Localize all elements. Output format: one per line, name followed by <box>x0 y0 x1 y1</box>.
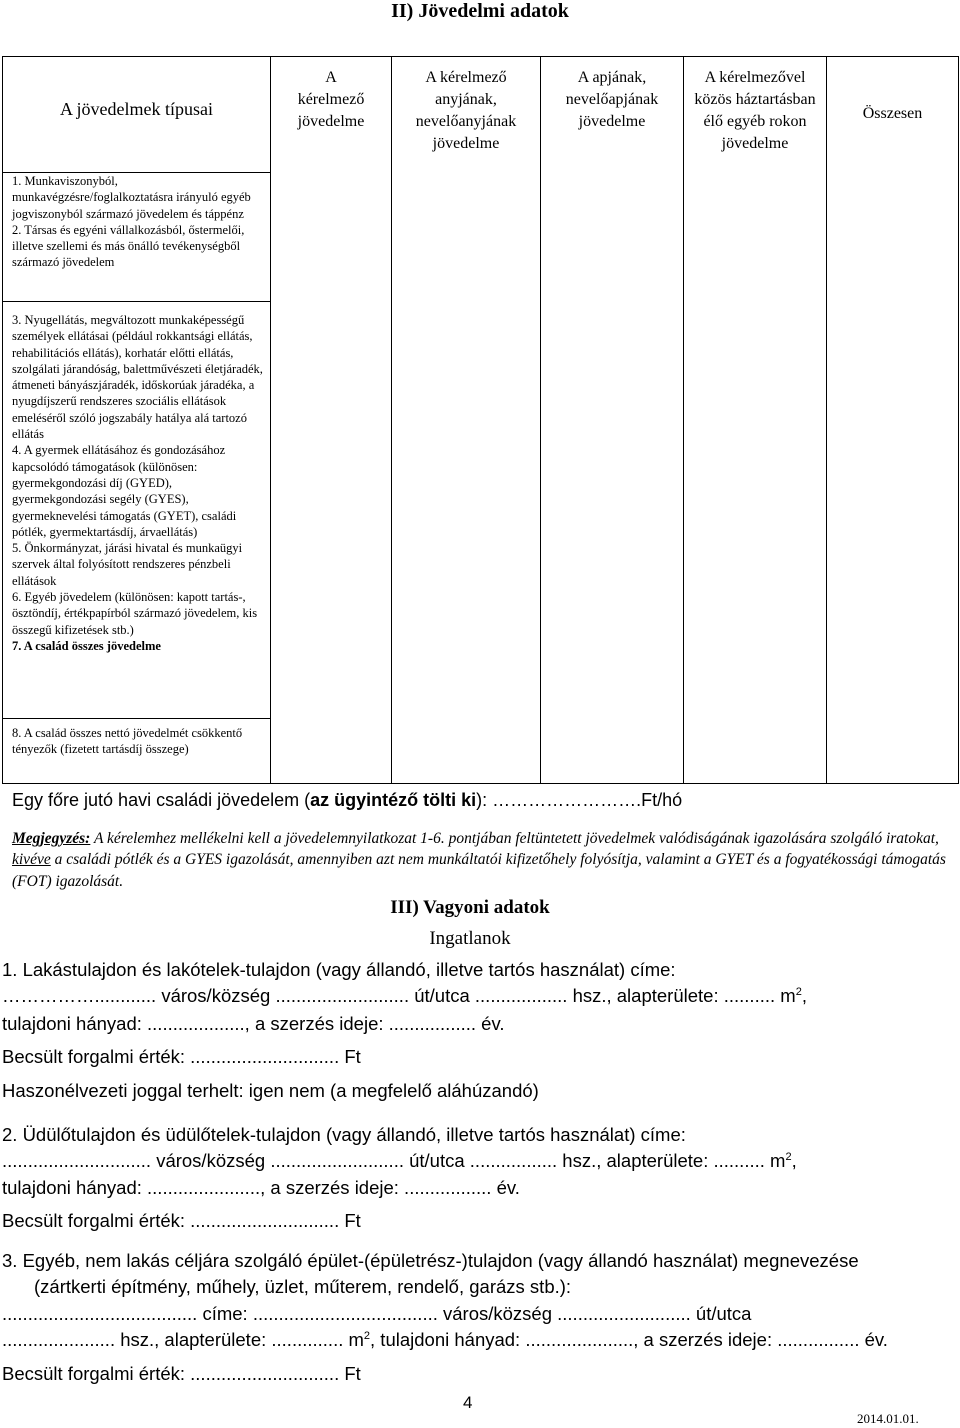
property-2-ownership: tulajdoni hányad: ......................, a szerzés ideje: ................. év. <box>2 1177 520 1198</box>
income-type-5: 5. Önkormányzat, járási hivatal és munkaügyi szervek által folyósított rendszeres pénzbeli ellátások <box>12 541 243 588</box>
property-3-area-text: ...................... hsz., alapterülete: .............. m <box>2 1329 364 1350</box>
income-table <box>2 56 959 784</box>
header-father <box>541 57 684 784</box>
section-title-assets: III) Vagyoni adatok <box>390 897 550 918</box>
property-1-address-end: , <box>801 985 807 1006</box>
property-1-ownership: tulajdoni hányad: ..................., a szerzés ideje: ................. év. <box>2 1013 505 1034</box>
income-type-4: 4. A gyermek ellátásához és gondozásához kapcsolódó támogatások (különösen: gyermekgondozási díj (GYED), gyermekgondozási segély (GYES), gyermeknevelési támogatás (GYET), családi pótlék, gyermektartásdíj, árvaellátás) <box>12 443 237 539</box>
income-type-8: 8. A család összes nettó jövedelmét csökkentő tényezők (fizetett tartásdíj összege) <box>12 726 243 757</box>
property-1-value: Becsült forgalmi érték: ............................. Ft <box>2 1046 361 1067</box>
property-2-address <box>2 1150 797 1172</box>
note-text-2: a családi pótlék és a GYES igazolását, amennyiben azt nem munkáltatói kifizetőhely folyósítja, valamint a GYET és a fogyatékossági támogatás (FOT) igazolását. <box>12 851 946 890</box>
header-other-relative <box>684 57 827 784</box>
property-1-title: 1. Lakástulajdon és lakótelek-tulajdon (vagy állandó, illetve tartós használat) címe: <box>2 959 676 980</box>
per-capita-bold: az ügyintéző tölti ki <box>310 790 477 810</box>
section-title: II) Jövedelmi adatok <box>391 0 569 22</box>
income-type-6: 6. Egyéb jövedelem (különösen: kapott tartás-, ösztöndíj, értékpapírból származó jövedelem, kis összegű kifizetések stb.) <box>12 590 258 637</box>
header-total <box>827 57 959 784</box>
property-3-area-sup: 2 <box>363 1329 371 1342</box>
property-2-address-end: , <box>791 1150 797 1171</box>
header-mother <box>392 57 541 784</box>
subsection-title-real-estate: Ingatlanok <box>429 928 511 949</box>
property-1-address-sup: 2 <box>795 985 802 998</box>
property-3-ownership-text: , tulajdoni hányad: ....................., a szerzés ideje: ................ év. <box>370 1329 888 1350</box>
income-type-1: 1. Munkaviszonyból, munkavégzésre/foglalkoztatásra irányuló egyéb jogviszonyból származó jövedelem és táppénz <box>12 174 251 221</box>
note-text-1: A kérelemhez mellékelni kell a jövedelemnyilatkozat 1-6. pontjában feltüntetett jövedelmek valódiságának igazolására szolgáló iratokat, <box>90 830 939 847</box>
income-type-2: 2. Társas és egyéni vállalkozásból, őstermelői, illetve szellemi és más önálló tevékenységből származó jövedelem <box>12 222 245 270</box>
header-father-text: A apjának, nevelőapjának jövedelme <box>565 69 659 130</box>
note-underlined: kivéve <box>12 851 51 869</box>
note-label: Megjegyzés: <box>12 830 91 847</box>
property-2-title: 2. Üdülőtulajdon és üdülőtelek-tulajdon (vagy állandó, illetve tartós használat) címe: <box>2 1124 686 1145</box>
property-1-usufruct: Haszonélvezeti joggal terhelt: igen nem (a megfelelő aláhúzandó) <box>2 1080 539 1101</box>
property-3-area-ownership <box>2 1329 888 1351</box>
page-number: 4 <box>463 1393 473 1412</box>
property-3-address: ...................................... címe: .................................... város/község .......................... út/utca <box>2 1303 752 1324</box>
table-header-row <box>3 57 959 173</box>
header-other-relative-text: A kérelmezővel közös háztartásban élő egyéb rokon jövedelme <box>694 69 816 152</box>
note-paragraph <box>12 828 952 892</box>
income-type-7-text: 7. A család összes jövedelme <box>12 638 161 653</box>
per-capita-prefix: Egy főre jutó havi családi jövedelem ( <box>12 790 311 810</box>
property-2-value: Becsült forgalmi érték: ............................. Ft <box>2 1210 361 1231</box>
header-mother-text: A kérelmező anyjának, nevelőanyjának jövedelme <box>415 69 517 152</box>
document-date: 2014.01.01. <box>857 1411 919 1426</box>
income-type-3: 3. Nyugellátás, megváltozott munkaképességű személyek ellátásai (például rokkantsági ellátás, rehabilitációs ellátás), korhatár előtti ellátás, szolgálati járandóság, balettművészeti életjáradék, átmeneti bányászjáradék, időskorúak járadéka, a nyugdíjszerű rendszeres szociális ellátások emeléséről szóló jogszabály hatálya alá tartozó ellátás <box>12 313 263 442</box>
income-type-7 <box>12 638 267 654</box>
property-3-title-cont: (zártkerti építmény, műhely, üzlet, műterem, rendelő, garázs stb.): <box>34 1276 572 1297</box>
income-type-cell-1-2 <box>3 173 271 302</box>
income-type-cell-8 <box>3 719 271 784</box>
per-capita-suffix: ): …………………….Ft/hó <box>476 790 683 810</box>
property-1-address-text: ……………............ város/község .......................... út/utca .................. hsz., alapterülete: .......... m <box>2 985 796 1006</box>
header-income-types: A jövedelmek típusai <box>3 57 271 173</box>
property-3-value: Becsült forgalmi érték: ............................. Ft <box>2 1363 361 1384</box>
per-capita-income-line <box>12 790 682 811</box>
header-applicant-text: A kérelmező jövedelme <box>297 69 365 130</box>
header-applicant <box>271 57 392 784</box>
header-total-text: Összesen <box>862 105 923 122</box>
property-2-address-sup: 2 <box>785 1150 792 1163</box>
income-type-cell-3-7 <box>3 302 271 719</box>
property-1-address <box>2 985 807 1007</box>
property-3-title: 3. Egyéb, nem lakás céljára szolgáló épület-(épületrész-)tulajdon (vagy állandó használat) megnevezése <box>2 1250 859 1271</box>
property-2-address-text: ............................. város/község .......................... út/utca ................. hsz., alapterülete: .......... m <box>2 1150 786 1171</box>
